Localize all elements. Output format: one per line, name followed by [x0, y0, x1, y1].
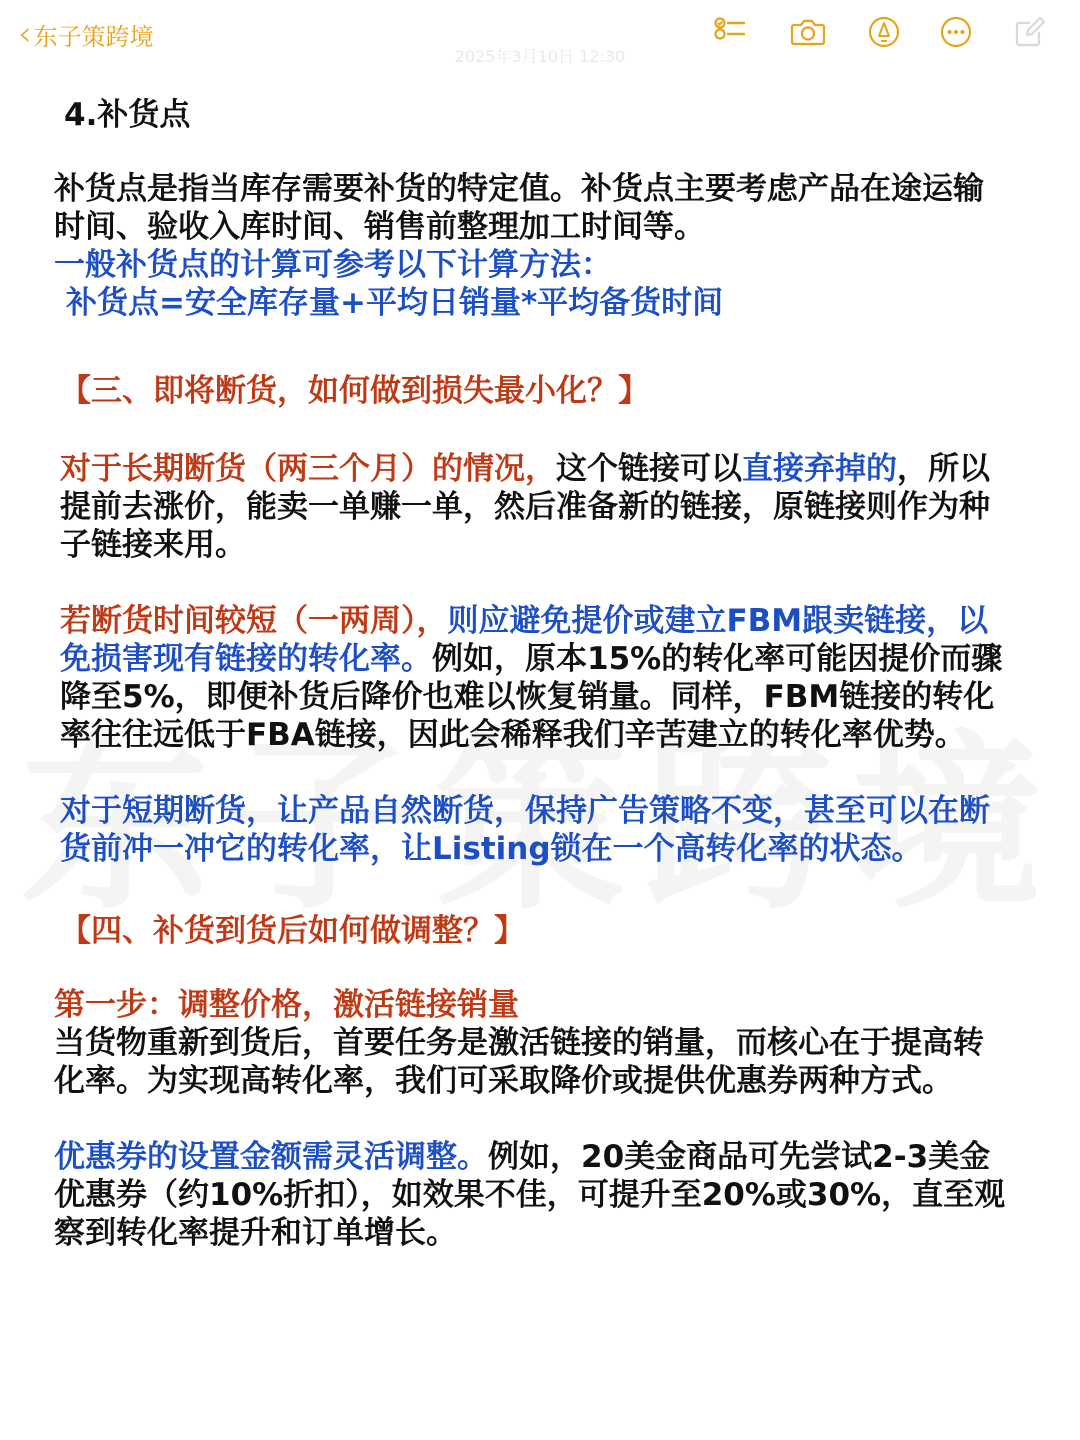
long-term-text-1: 这个链接可以 — [556, 451, 742, 487]
chevron-left-icon: ‹ — [18, 14, 32, 54]
coupon-blue-text: 优惠券的设置金额需灵活调整。 — [54, 1139, 488, 1175]
notes-toolbar — [0, 0, 1080, 70]
checklist-icon[interactable] — [712, 14, 748, 50]
section-3-title: 【三、即将断货，如何做到损失最小化？】 — [60, 373, 649, 409]
long-term-red-text: 对于长期断货（两三个月）的情况， — [60, 451, 556, 487]
compose-icon[interactable] — [1012, 14, 1048, 50]
long-term-stockout-paragraph — [54, 450, 1014, 564]
note-date: 2025年3月10日 12:30 — [454, 47, 626, 66]
section-4-title: 【四、补货到货后如何做调整？】 — [60, 913, 525, 949]
coupon-black-text: 例如，20美金商品可先尝试2-3美金优惠券（约10%折扣），如效果不佳，可提升至20%或30%，直至观察到转化率提升和订单增长。 — [54, 1139, 1006, 1251]
short-term-tip: 对于短期断货，让产品自然断货，保持广告策略不变，甚至可以在断货前冲一冲它的转化率，让Listing锁在一个高转化率的状态。 — [60, 793, 990, 867]
markup-pen-icon[interactable] — [866, 14, 902, 50]
reorder-formula: 补货点=安全库存量+平均日销量*平均备货时间 — [66, 285, 724, 321]
short-term-blue-text: 则应避免提价或建立FBM跟卖链接，以免损害现有链接的转化率。 — [60, 603, 989, 677]
short-term-red-text: 若断货时间较短（一两周）， — [60, 603, 448, 639]
coupon-paragraph — [54, 1138, 1014, 1252]
step-1-title: 第一步：调整价格，激活链接销量 — [54, 987, 519, 1023]
calc-intro: 一般补货点的计算可参考以下计算方法： — [54, 247, 612, 283]
step-1-body: 当货物重新到货后，首要任务是激活链接的销量，而核心在于提高转化率。为实现高转化率，我们可采取降价或提供优惠券两种方式。 — [54, 1025, 984, 1099]
reorder-definition: 补货点是指当库存需要补货的特定值。补货点主要考虑产品在途运输时间、验收入库时间、销售前整理加工时间等。 — [54, 171, 984, 245]
heading-replenishment-point: 4.补货点 — [64, 97, 191, 133]
back-label: 东子策跨境 — [33, 22, 154, 51]
more-ellipsis-icon[interactable] — [938, 14, 974, 50]
camera-icon[interactable] — [790, 14, 826, 50]
long-term-blue-text: 直接弃掉的 — [742, 451, 897, 487]
short-term-black-text: 例如，原本15%的转化率可能因提价而骤降至5%，即便补货后降价也难以恢复销量。同样，FBM链接的转化率往往远低于FBA链接，因此会稀释我们辛苦建立的转化率优势。 — [60, 641, 1003, 753]
note-body[interactable] — [54, 96, 1014, 1252]
short-term-stockout-paragraph — [54, 602, 1014, 754]
long-term-text-2: ，所以提前去涨价，能卖一单赚一单，然后准备新的链接，原链接则作为种子链接来用。 — [60, 451, 990, 563]
